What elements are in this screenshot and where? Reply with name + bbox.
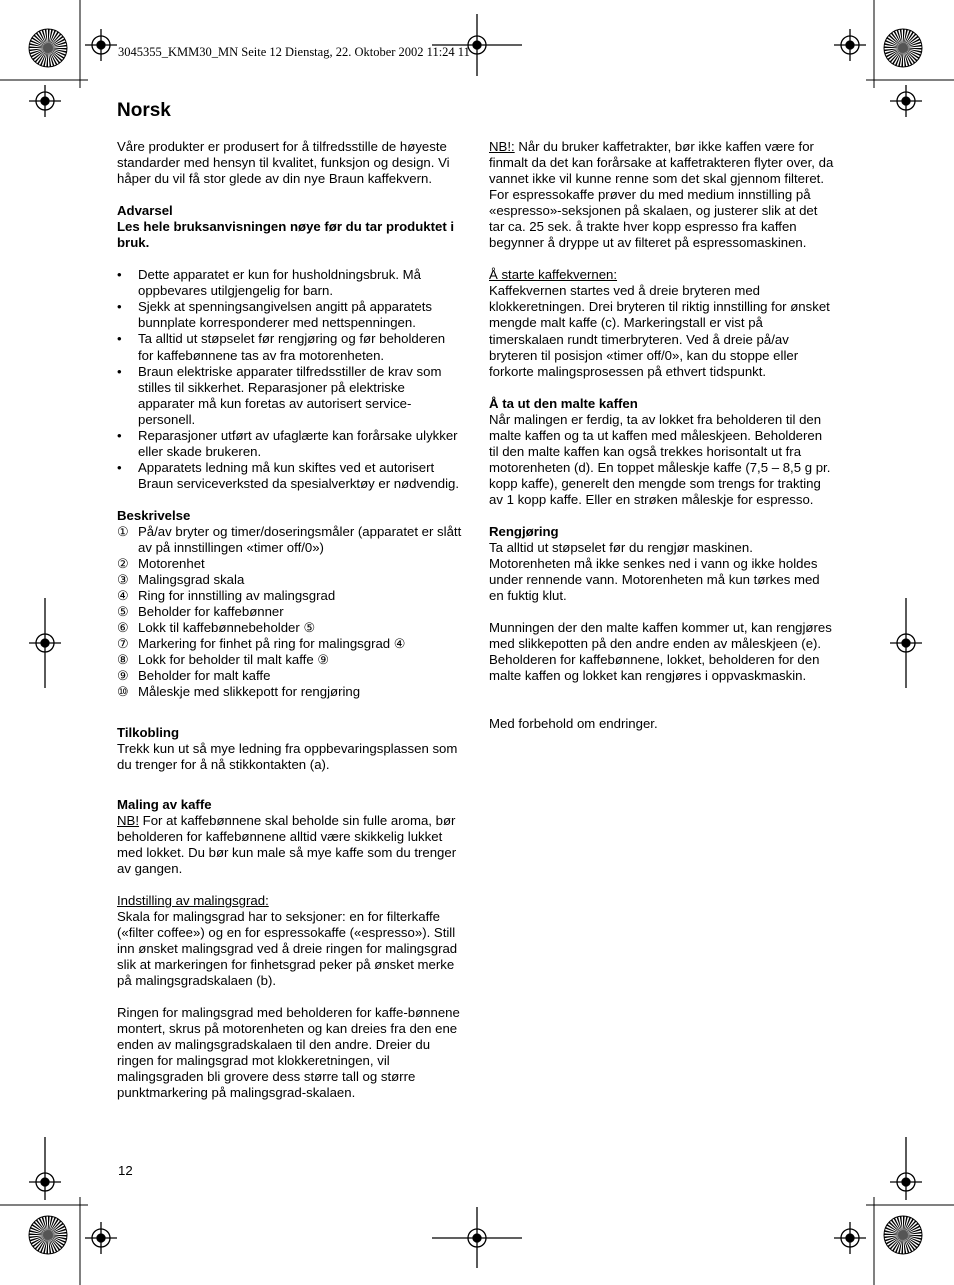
list-item: ④ Ring for innstilling av malingsgrad xyxy=(117,588,336,604)
print-header: 3045355_KMM30_MN Seite 12 Dienstag, 22. Oktober 2002 11:24 11 xyxy=(118,45,470,59)
list-item: ⑥ Lokk til kaffebønnebeholder ⑤ xyxy=(117,620,316,636)
cleaning-text-2: Munningen der den malte kaffen kommer ut, kan rengjøres med slikkepotten på den andre enden av måleskjeen (e). Beholderen for kaffebønnene, lokket, beholderen for den malte kaffen og lokket kan rengjøres i oppvaskmaskin. xyxy=(489,620,832,684)
list-item: • Braun elektriske apparater tilfredsstiller de krav som stilles til sikkerhet. Reparasjoner på elektriske apparater må kun foretas av autorisert service-personell. xyxy=(117,364,463,428)
connection-heading: Tilkobling xyxy=(117,724,180,740)
connection-text: Trekk kun ut så mye ledning fra oppbevaringsplassen som du trenger for å nå stikkontakten (a). xyxy=(117,740,458,772)
ring-text: Ringen for malingsgrad med beholderen for kaffe-bønnene montert, skrus på motorenheten og kan dreies fra den ene enden av malingsgradskalaen til den andre. Dreier du ringen for malingsgrad mot klokkeretningen, vil malingsgraden bli grovere dess større tall og større punktmarkering på malingsgrad-skalaen. xyxy=(117,1005,460,1101)
starburst-icon xyxy=(29,1216,67,1254)
nb-label: NB! xyxy=(117,812,139,828)
warning-heading: Advarsel xyxy=(117,203,173,219)
grinding-note: NB! For at kaffebønnene skal beholde sin fulle aroma, bør beholderen for kaffebønnene alltid være skikkelig lukket med lokket. Du bør kun male så mye kaffe som du trenger av gangen. xyxy=(117,812,457,876)
cleaning-heading: Rengjøring xyxy=(489,523,559,539)
grinding-heading: Maling av kaffe xyxy=(117,796,212,812)
list-item: ⑩ Måleskje med slikkepott for rengjøring xyxy=(117,684,361,700)
right-column xyxy=(489,139,835,732)
remove-heading: Å ta ut den malte kaffen xyxy=(489,395,638,411)
intro-text: Våre produkter er produsert for å tilfredsstille de høyeste standarder med hensyn til kvalitet, funksjon og design. Vi håper du vil få stor glede av din nye Braun kaffekvern. xyxy=(117,139,450,187)
parts-list xyxy=(117,524,463,701)
starburst-icon xyxy=(884,1216,922,1254)
setting-text: Skala for malingsgrad har to seksjoner: en for filterkaffe («filter coffee») og en for espressokaffe («espresso»). Still inn ønsket malingsgrad ved å dreie ringen for malingsgrad slik at markeringen for finhetsgrad peker på ønsket merke på malingsgradskalaen (b). xyxy=(117,908,458,989)
page-title: Norsk xyxy=(117,100,171,121)
list-item: ⑧ Lokk for beholder til malt kaffe ⑨ xyxy=(117,652,330,668)
list-item: • Apparatets ledning må kun skiftes ved et autorisert Braun serviceverksted da spesialverktøy er nødvendig. xyxy=(117,460,463,492)
starburst-icon xyxy=(29,29,67,67)
list-item: • Dette apparatet er kun for husholdningsbruk. Må oppbevares utilgjengelig for barn. xyxy=(117,267,463,299)
warning-subheading: Les hele bruksanvisningen nøye før du tar produktet i bruk. xyxy=(117,219,455,251)
list-item: ⑤ Beholder for kaffebønner xyxy=(117,604,284,620)
reservation-note: Med forbehold om endringer. xyxy=(489,716,658,732)
list-item: • Ta alltid ut støpselet før rengjøring og før beholderen for kaffebønnene tas av fra motorenheten. xyxy=(117,331,463,363)
list-item: ⑦ Markering for finhet på ring for malingsgrad ④ xyxy=(117,636,406,652)
page-number: 12 xyxy=(118,1163,133,1178)
list-item: ① På/av bryter og timer/doseringsmåler (apparatet er slått av på innstillingen «timer off/0») xyxy=(117,523,462,556)
list-item: • Reparasjoner utført av ufaglærte kan forårsake ulykker eller skade brukeren. xyxy=(117,428,463,460)
cleaning-text: Ta alltid ut støpselet før du rengjør maskinen. Motorenheten må ikke senkes ned i vann og ikke holdes under rennende vann. Motorenheten må kun tørkes med en fuktig klut. xyxy=(489,540,820,604)
start-label: Å starte kaffekvernen: xyxy=(489,267,618,283)
start-text: Kaffekvernen startes ved å dreie bryteren med klokkeretningen. Drei bryteren til riktig innstilling for ønsket mengde malt kaffe (c). Markeringstall er vist på timerskalaen rundt timerbryteren. Ved å dreie på/av bryteren til posisjon «timer off/0», kan du stoppe eller forkorte malingsprosessen på ethvert tidspunkt. xyxy=(489,283,830,379)
warning-list xyxy=(117,267,463,492)
nb-label: NB!: xyxy=(489,139,515,154)
remove-text: Når malingen er ferdig, ta av lokket fra beholderen til den malte kaffen og ta ut kaffen med måleskjeen. Beholderen til den malte kaffen kan også trekkes horisontalt ut fra motorenheten (d). En toppet måleskje kaffe (7,5 – 8,5 g pr. kopp kaffe), generelt den mengde som trengs for trakting av 1 kopp kaffe. Eller en strøken måleskje for espresso. xyxy=(489,411,831,507)
list-item: ⑨ Beholder for malt kaffe xyxy=(117,668,271,684)
starburst-icon xyxy=(884,29,922,67)
description-heading: Beskrivelse xyxy=(117,507,191,523)
list-item: ② Motorenhet xyxy=(117,556,205,572)
list-item: ③ Malingsgrad skala xyxy=(117,572,245,588)
left-column xyxy=(117,139,463,1101)
coffee-maker-note: NB!: Når du bruker kaffetrakter, bør ikke kaffen være for finmalt da det kan forårsake at kaffetrakteren flyter over, da vannet ikke vil kunne renne som det skal gjennom filteret. For espressokaffe prøver du med medium innstilling på «espresso»-seksjonen på skalaen, og justerer slik at det tar ca. 25 sek. å trakte hver kopp espresso fra kaffen begynner å dryppe ut av filteret på espressomaskinen. xyxy=(489,139,834,251)
list-item: • Sjekk at spenningsangivelsen angitt på apparatets bunnplate korresponderer med nettspenningen. xyxy=(117,299,463,331)
setting-label: Indstilling av malingsgrad: xyxy=(117,892,269,908)
